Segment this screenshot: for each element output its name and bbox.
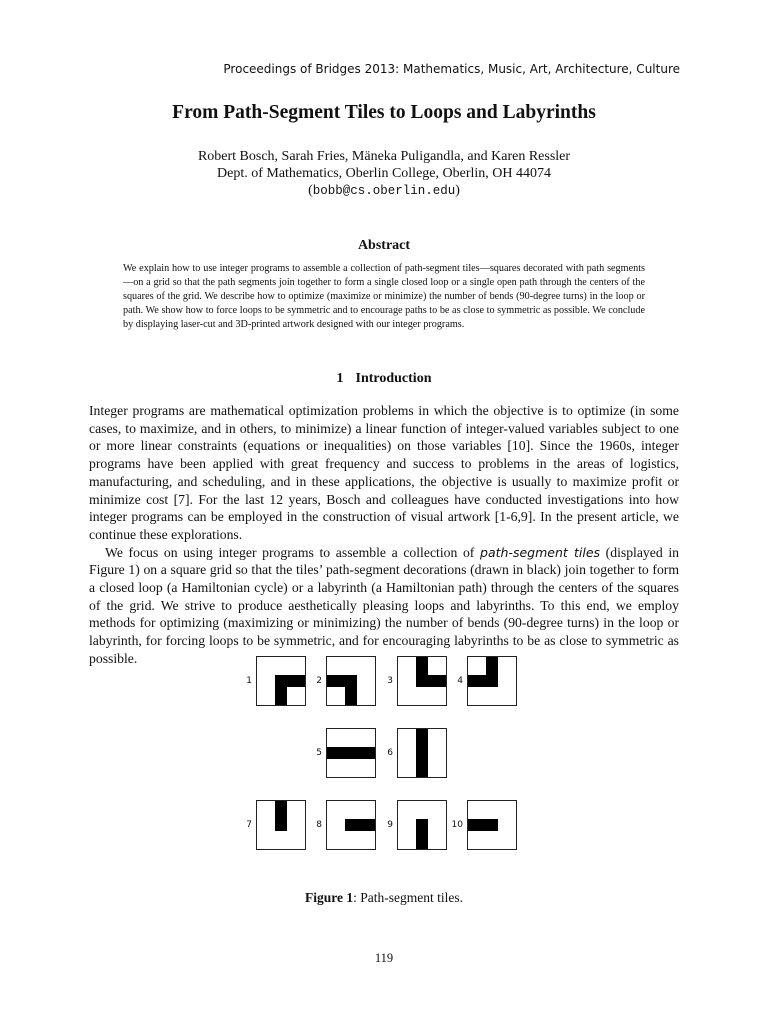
path-segment <box>345 819 375 831</box>
paragraph-1: Integer programs are mathematical optimization problems in which the objective is to optimize (in some cases, to maximize, and in others, to minimize) a linear function of integer-valued variables subject to one or more linear constraints (equations or inequalities) on those variables [10]. Since the 1960s, integer programs have been applied with great frequency and success to problems in the areas of logistics, manufacturing, and scheduling, and in these applications, the objective is usually to maximize profit or minimize cost [7]. For the last 12 years, Bosch and colleagues have conducted investigations into how integer programs can be employed in the construction of visual artwork [1-6,9]. In the present article, we continue these explorations. <box>89 403 679 542</box>
running-header: Proceedings of Bridges 2013: Mathematics, Music, Art, Architecture, Culture <box>223 62 680 76</box>
author-affiliation: Dept. of Mathematics, Oberlin College, Oberlin, OH 44074 <box>217 166 551 181</box>
path-segment <box>275 675 287 705</box>
abstract-heading: Abstract <box>357 238 411 253</box>
author-names: Robert Bosch, Sarah Fries, Mäneka Puligandla, and Karen Ressler <box>197 149 571 164</box>
tile-number: 10 <box>451 820 463 830</box>
section-title: Introduction <box>355 371 432 386</box>
author-email-line: (bobb@cs.oberlin.edu) <box>308 183 460 198</box>
figure-caption <box>0 890 768 906</box>
path-segment <box>345 675 357 705</box>
path-segment-tile-2 <box>326 656 376 706</box>
section-number: 1 <box>336 371 344 386</box>
path-segment-tile-7 <box>256 800 306 850</box>
path-segment <box>468 819 498 831</box>
tile-number: 5 <box>316 748 322 758</box>
path-segment-tile-1 <box>256 656 306 706</box>
path-segment <box>327 747 375 759</box>
emphasis-path-segment-tiles: path-segment tiles <box>480 544 601 560</box>
page-number: 119 <box>374 951 394 965</box>
path-segment <box>416 819 428 849</box>
tile-number: 8 <box>316 820 322 830</box>
figure-caption-text: : Path-segment tiles. <box>353 890 463 905</box>
tile-number: 2 <box>316 676 322 686</box>
tile-number: 7 <box>246 820 252 830</box>
path-segment <box>468 675 498 687</box>
path-segment-tile-3 <box>397 656 447 706</box>
author-email[interactable]: bobb@cs.oberlin.edu <box>312 184 456 198</box>
intro-body <box>89 402 679 668</box>
figure-caption-label: Figure 1 <box>305 890 354 905</box>
section-heading <box>0 371 768 387</box>
tile-number: 1 <box>246 676 252 686</box>
abstract-text: We explain how to use integer programs to assemble a collection of path-segment tiles—squares decorated with path segments—on a grid so that the path segments join together to form a single closed loop or a single open path through the centers of the squares of the grid. We describe how to optimize (maximize or minimize) the number of bends (90-degree turns) in the loop or path. We show how to force loops to be symmetric and to encourage paths to be as close to symmetric as possible. We conclude by displaying laser-cut and 3D-printed artwork designed with our integer programs. <box>123 263 645 331</box>
path-segment-tile-4 <box>467 656 517 706</box>
path-segment <box>416 675 446 687</box>
path-segment-tile-10 <box>467 800 517 850</box>
tile-number: 3 <box>387 676 393 686</box>
path-segment-tile-5 <box>326 728 376 778</box>
tile-number: 9 <box>387 820 393 830</box>
tile-number: 4 <box>457 676 463 686</box>
path-segment-tile-6 <box>397 728 447 778</box>
path-segment-tile-8 <box>326 800 376 850</box>
paragraph-2: We focus on using integer programs to assemble a collection of path-segment tiles (displayed in Figure 1) on a square grid so that the tiles’ path-segment decorations (drawn in black) join together to form a closed loop (a Hamiltonian cycle) or a labyrinth (a Hamiltonian path) through the centers of the squares of the grid. We strive to produce aesthetically pleasing loops and labyrinths. To this end, we employ methods for optimizing (maximizing or minimizing) the number of bends (90-degree turns) in the loop or labyrinth, for forcing loops to be symmetric, and for encouraging labyrinths to be as close to symmetric as possible. <box>89 544 679 666</box>
path-segment <box>416 729 428 777</box>
author-block <box>0 148 768 200</box>
path-segment-tile-9 <box>397 800 447 850</box>
paper-title: From Path-Segment Tiles to Loops and Labyrinths <box>172 102 596 123</box>
path-segment <box>275 801 287 831</box>
tile-number: 6 <box>387 748 393 758</box>
